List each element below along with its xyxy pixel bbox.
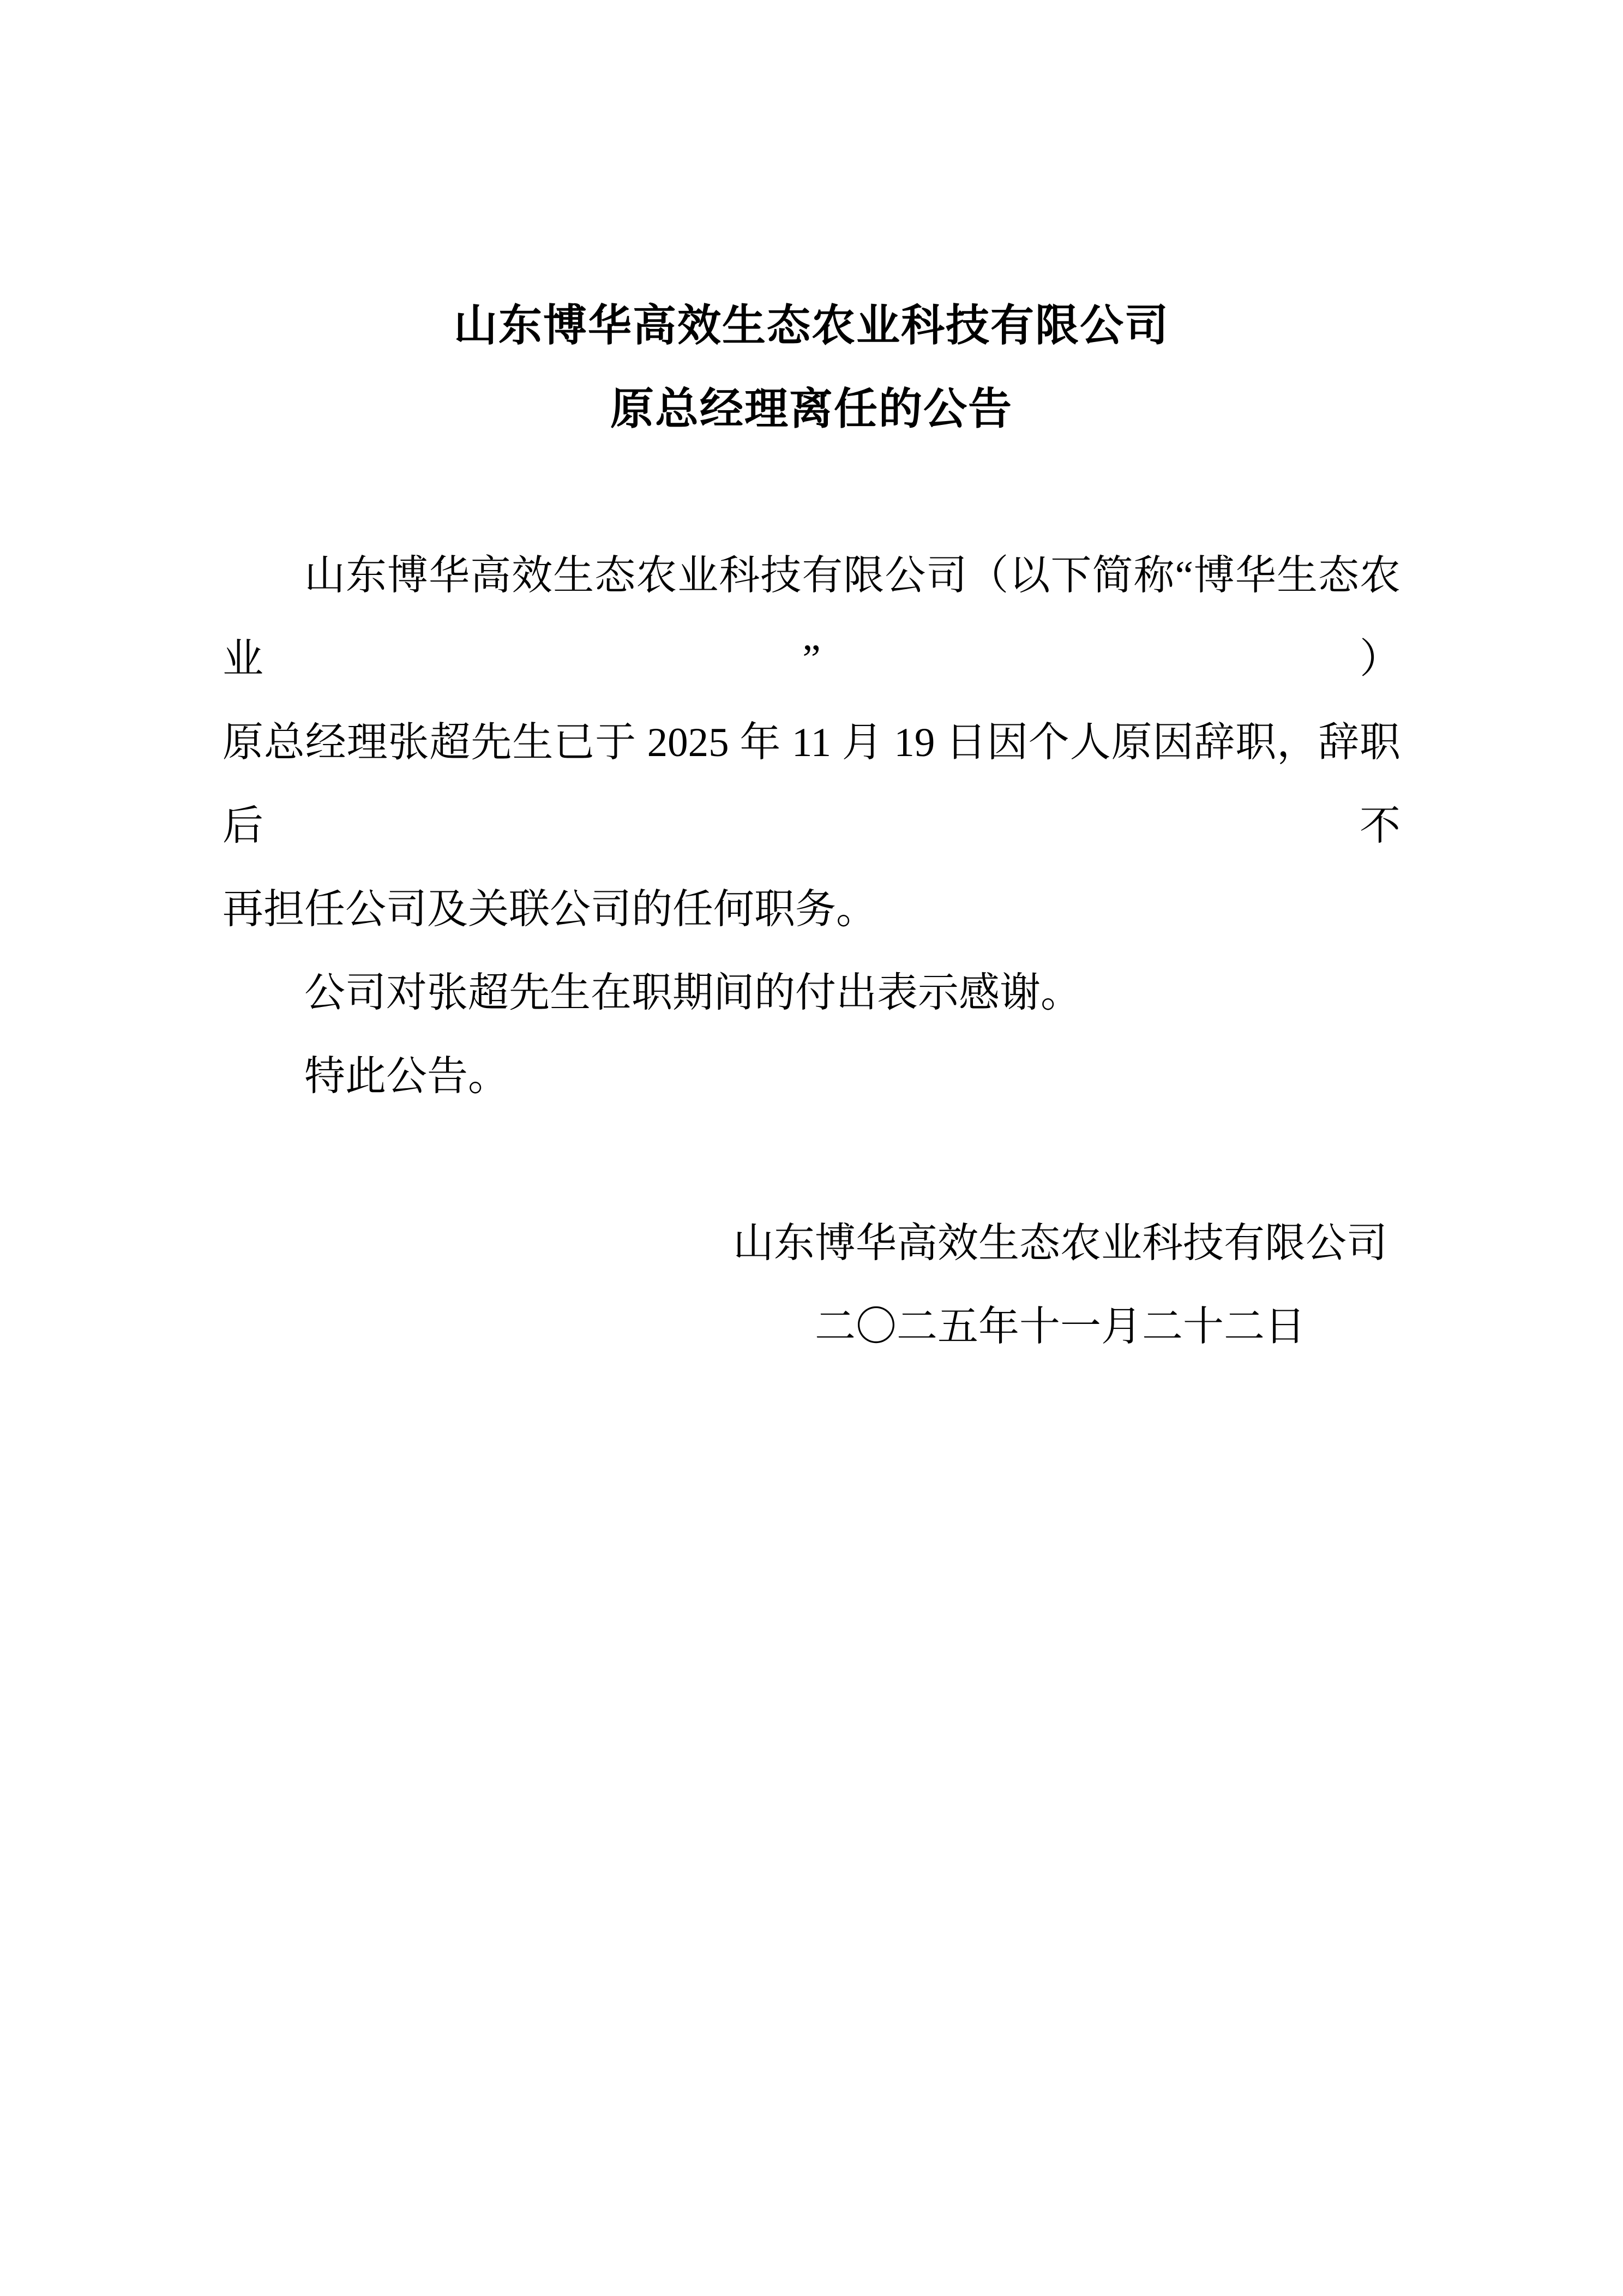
document-title-line2: 原总经理离任的公告	[610, 385, 1013, 433]
signature-block	[223, 1202, 1400, 1369]
signature-date: 二〇二五年十一月二十二日	[814, 1304, 1306, 1350]
paragraph1-line3: 再担任公司及关联公司的任何职务。	[223, 887, 877, 932]
signature-company: 山东博华高效生态农业科技有限公司	[732, 1221, 1387, 1266]
paragraph1-line2: 原总经理张超先生已于 2025 年 11 月 19 日因个人原因辞职，辞职后不	[223, 720, 1400, 849]
paragraph3: 特此公告。	[304, 1054, 509, 1099]
spacer-after-title	[223, 451, 1400, 534]
document-title-line1: 山东博华高效生态农业科技有限公司	[454, 301, 1169, 350]
paragraph2: 公司对张超先生在职期间的付出表示感谢。	[304, 970, 1082, 1016]
paragraph1-line1: 山东博华高效生态农业科技有限公司（以下简称“博华生态农业”）	[223, 553, 1400, 682]
signature-inner	[733, 1202, 1387, 1369]
spacer-before-signature	[223, 1118, 1400, 1202]
